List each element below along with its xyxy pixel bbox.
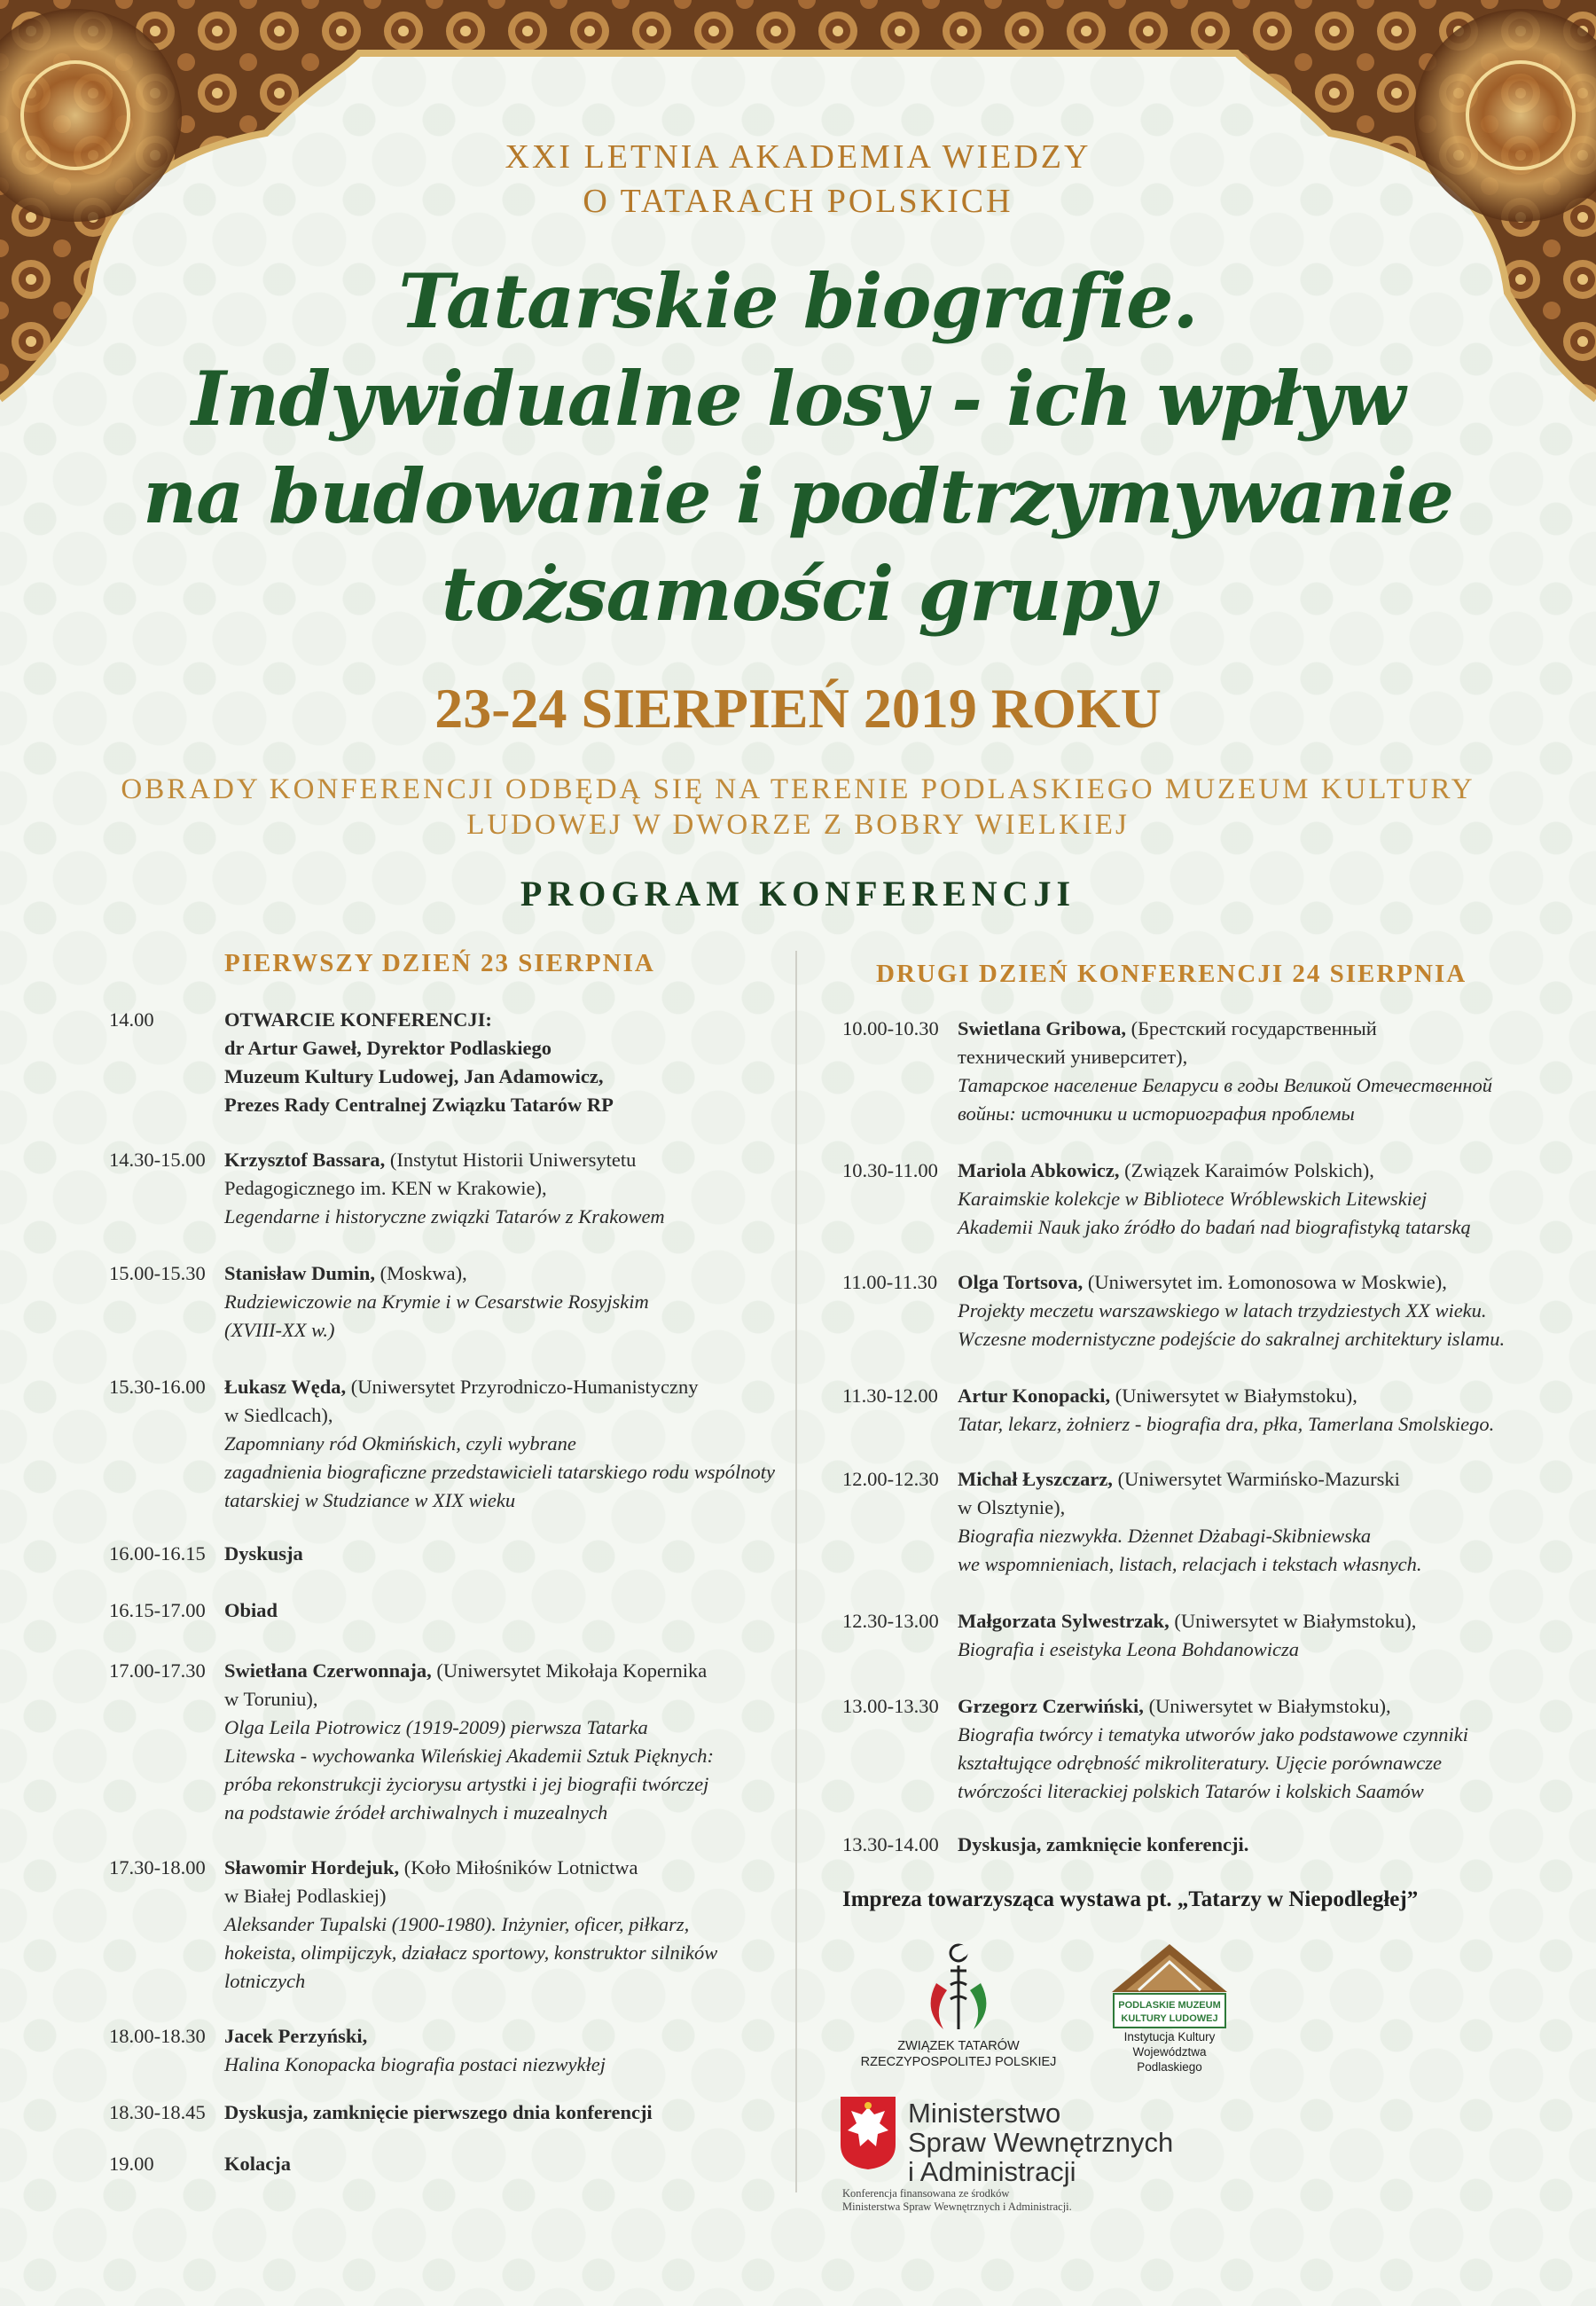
entry-time: 19.00: [109, 2153, 154, 2175]
speaker-affiliation-cont: w Białej Podlaskiej): [224, 1885, 387, 1907]
speaker-affiliation: (Uniwersytet w Białymstoku),: [1110, 1384, 1357, 1407]
talk-topic: Legendarne i historyczne związki Tatarów z Krakowem: [224, 1205, 665, 1228]
talk-topic: hokeista, olimpijczyk, działacz sportowy, konstruktor silników: [224, 1941, 718, 1964]
talk-topic: Татарское население Беларуси в годы Великой Отечественной: [958, 1074, 1493, 1096]
zt-caption-line2: RZECZYPOSPOLITEJ POLSKIEJ: [860, 2055, 1057, 2069]
entry-line: Muzeum Kultury Ludowej, Jan Adamowicz,: [224, 1065, 604, 1087]
speaker-affiliation: (Koło Miłośników Lotnictwa: [399, 1856, 638, 1879]
talk-topic: próba rekonstrukcji życiorysu artystki i jej biografii twórczej: [224, 1773, 709, 1795]
talk-topic: Tatar, lekarz, żołnierz - biografia dra, płka, Tamerlana Smolskiego.: [958, 1413, 1495, 1435]
speaker-name: Łukasz Węda,: [224, 1376, 347, 1398]
event-date: 23-24 SIERPIEŃ 2019 ROKU: [434, 677, 1162, 740]
talk-topic: Biografia twórcy i tematyka utworów jako podstawowe czynniki: [958, 1723, 1468, 1745]
talk-topic: lotniczych: [224, 1970, 306, 1992]
zt-caption-line1: ZWIĄZEK TATARÓW: [897, 2039, 1020, 2053]
speaker-name: Krzysztof Bassara,: [224, 1149, 386, 1171]
speaker-name: Swietłana Czerwonnaja,: [224, 1659, 432, 1682]
speaker-name: Swietlana Gribowa,: [958, 1017, 1127, 1039]
speaker-name: Grzegorz Czerwiński,: [958, 1695, 1144, 1717]
entry-time: 12.30-13.00: [842, 1610, 939, 1632]
header-kicker-line1: XXI LETNIA AKADEMIA WIEDZY: [505, 138, 1091, 176]
tatar-union-emblem-icon: [858, 1941, 1059, 2038]
entry-title: Obiad: [224, 1599, 278, 1621]
speaker-name: Michał Łyszczarz,: [958, 1468, 1113, 1490]
pm-caption-line2: Województwa: [1132, 2045, 1207, 2059]
speaker-affiliation-cont: технический университет),: [958, 1046, 1188, 1068]
talk-topic: Zapomniany ród Okmińskich, czyli wybrane: [224, 1432, 576, 1455]
speaker-name: Artur Konopacki,: [958, 1384, 1111, 1407]
talk-topic: Rudziewiczowie na Krymie i w Cesarstwie Rosyjskim: [224, 1290, 649, 1313]
entry-title: Dyskusja: [224, 1542, 303, 1565]
speaker-name: Stanisław Dumin,: [224, 1262, 376, 1284]
entry-line: Prezes Rady Centralnej Związku Tatarów RP: [224, 1094, 614, 1116]
mswia-line3: i Administracji: [908, 2156, 1076, 2187]
speaker-name: Małgorzata Sylwestrzak,: [958, 1610, 1170, 1632]
talk-topic: Biografia niezwykła. Dżennet Dżabagi-Skibniewska: [958, 1525, 1372, 1547]
title-line-4: tożsamości grupy: [441, 550, 1155, 638]
title-line-1: Tatarskie biografie.: [398, 257, 1198, 345]
speaker-affiliation: (Uniwersytet Przyrodniczo-Humanistyczny: [346, 1376, 699, 1398]
day1-heading: PIERWSZY DZIEŃ 23 SIERPNIA: [224, 949, 655, 977]
speaker-affiliation: (Uniwersytet Mikołaja Kopernika: [431, 1659, 708, 1682]
speaker-affiliation: (Związek Karaimów Polskich),: [1119, 1159, 1374, 1181]
speaker-affiliation: (Moskwa),: [375, 1262, 467, 1284]
pm-caption-line1: Instytucja Kultury: [1123, 2030, 1216, 2043]
logo-mswia: [839, 2095, 1193, 2187]
venue-line-1: OBRADY KONFERENCJI ODBĘDĄ SIĘ NA TERENIE PODLASKIEGO MUZEUM KULTURY: [121, 773, 1475, 805]
entry-time: 11.00-11.30: [842, 1271, 938, 1293]
pm-badge-line1: PODLASKIE MUZEUM: [1118, 2000, 1221, 2011]
program-title: PROGRAM KONFERENCJI: [520, 874, 1076, 914]
talk-topic: Wczesne modernistyczne podejście do sakralnej architektury islamu.: [958, 1328, 1506, 1350]
polish-eagle-emblem-icon: [839, 2095, 897, 2171]
pm-badge-line2: KULTURY LUDOWEJ: [1121, 2013, 1218, 2024]
speaker-affiliation: (Uniwersytet w Białymstoku),: [1143, 1695, 1391, 1717]
column-divider: [795, 951, 797, 2192]
venue-line-2: LUDOWEJ W DWORZE Z BOBRY WIELKIEJ: [466, 809, 1130, 841]
talk-topic: Olga Leila Piotrowicz (1919-2009) pierwsza Tatarka: [224, 1716, 648, 1738]
entry-title: Dyskusja, zamknięcie konferencji.: [958, 1833, 1249, 1855]
entry-time: 13.30-14.00: [842, 1833, 939, 1855]
entry-time: 16.00-16.15: [109, 1542, 206, 1565]
speaker-name: Mariola Abkowicz,: [958, 1159, 1120, 1181]
speaker-affiliation-cont: w Olsztynie),: [958, 1496, 1066, 1518]
talk-topic: Projekty meczetu warszawskiego w latach trzydziestych XX wieku.: [958, 1299, 1487, 1322]
talk-topic: Biografia i eseistyka Leona Bohdanowicza: [958, 1638, 1299, 1660]
entry-time: 15.00-15.30: [109, 1262, 206, 1284]
museum-building-icon: [1094, 1941, 1245, 2029]
entry-title: OTWARCIE KONFERENCJI:: [224, 1008, 492, 1031]
talk-topic: Litewska - wychowanka Wileńskiej Akademii Sztuk Pięknych:: [224, 1745, 714, 1767]
talk-topic: na podstawie źródeł archiwalnych i muzealnych: [224, 1801, 608, 1824]
entry-title: Dyskusja, zamknięcie pierwszego dnia konferencji: [224, 2101, 653, 2123]
entry-line: dr Artur Gaweł, Dyrektor Podlaskiego: [224, 1037, 552, 1059]
mswia-line1: Ministerstwo: [908, 2098, 1061, 2129]
funding-line2: Ministerstwa Spraw Wewnętrznych i Administracji.: [842, 2200, 1072, 2213]
entry-title: Kolacja: [224, 2153, 291, 2175]
title-line-3: na budowanie i podtrzymywanie: [143, 452, 1453, 540]
talk-topic: Aleksander Tupalski (1900-1980). Inżynier, oficer, piłkarz,: [224, 1913, 690, 1935]
speaker-affiliation-cont: w Toruniu),: [224, 1688, 318, 1710]
entry-time: 13.00-13.30: [842, 1695, 939, 1717]
talk-topic: twórczości literackiej polskich Tatarów i kolskich Saamów: [958, 1780, 1424, 1802]
speaker-name: Jacek Perzyński,: [224, 2025, 368, 2047]
entry-time: 10.30-11.00: [842, 1159, 938, 1181]
entry-time: 14.30-15.00: [109, 1149, 206, 1171]
accompanying-event: Impreza towarzysząca wystawa pt. „Tatarzy w Niepodległej”: [842, 1887, 1419, 1911]
pm-caption-line3: Podlaskiego: [1137, 2060, 1202, 2074]
title-line-2: Indywidualne losy - ich wpływ: [191, 355, 1405, 443]
logo-podlaskie-muzeum: [1094, 1941, 1245, 2074]
entry-time: 14.00: [109, 1008, 154, 1031]
funding-line1: Konferencja finansowana ze środków: [842, 2187, 1010, 2200]
header-kicker-line2: O TATARACH POLSKICH: [583, 183, 1013, 220]
talk-topic: Halina Konopacka biografia postaci niezwykłej: [224, 2053, 606, 2075]
speaker-name: Sławomir Hordejuk,: [224, 1856, 400, 1879]
speaker-name: Olga Tortsova,: [958, 1271, 1084, 1293]
mswia-line2: Spraw Wewnętrznych: [908, 2127, 1174, 2158]
speaker-affiliation: (Instytut Historii Uniwersytetu: [385, 1149, 637, 1171]
entry-time: 18.30-18.45: [109, 2101, 206, 2123]
speaker-affiliation: (Брестский государственный: [1126, 1017, 1377, 1039]
speaker-affiliation-cont: w Siedlcach),: [224, 1404, 333, 1426]
talk-topic: Karaimskie kolekcje w Bibliotece Wróblewskich Litewskiej: [958, 1188, 1428, 1210]
talk-topic: (XVIII-XX w.): [224, 1319, 335, 1341]
entry-time: 11.30-12.00: [842, 1384, 938, 1407]
logo-zwiazek-tatarow: [858, 1941, 1059, 2074]
speaker-affiliation: (Uniwersytet w Białymstoku),: [1169, 1610, 1417, 1632]
talk-topic: kształtujące odrębność mikroliteratury. Ujęcie porównawcze: [958, 1752, 1442, 1774]
entry-time: 17.00-17.30: [109, 1659, 206, 1682]
funding-note: [842, 2187, 1072, 2214]
talk-topic: we wspomnieniach, listach, relacjach i tekstach własnych.: [958, 1553, 1422, 1575]
entry-time: 18.00-18.30: [109, 2025, 206, 2047]
day2-heading: DRUGI DZIEŃ KONFERENCJI 24 SIERPNIA: [876, 960, 1467, 988]
talk-topic: Akademii Nauk jako źródło do badań nad biografistyką tatarską: [958, 1216, 1471, 1238]
speaker-affiliation-cont: Pedagogicznego im. KEN w Krakowie),: [224, 1177, 547, 1199]
talk-topic: tatarskiej w Studziance w XIX wieku: [224, 1489, 516, 1511]
entry-time: 12.00-12.30: [842, 1468, 939, 1490]
entry-time: 15.30-16.00: [109, 1376, 206, 1398]
speaker-affiliation: (Uniwersytet im. Łomonosowa w Moskwie),: [1083, 1271, 1447, 1293]
entry-time: 10.00-10.30: [842, 1017, 939, 1039]
entry-time: 16.15-17.00: [109, 1599, 206, 1621]
speaker-affiliation: (Uniwersytet Warmińsko-Mazurski: [1112, 1468, 1400, 1490]
entry-time: 17.30-18.00: [109, 1856, 206, 1879]
talk-topic: войны: источники и историография проблемы: [958, 1102, 1355, 1125]
talk-topic: zagadnienia biograficzne przedstawicieli tatarskiego rodu wspólnoty: [224, 1461, 776, 1483]
